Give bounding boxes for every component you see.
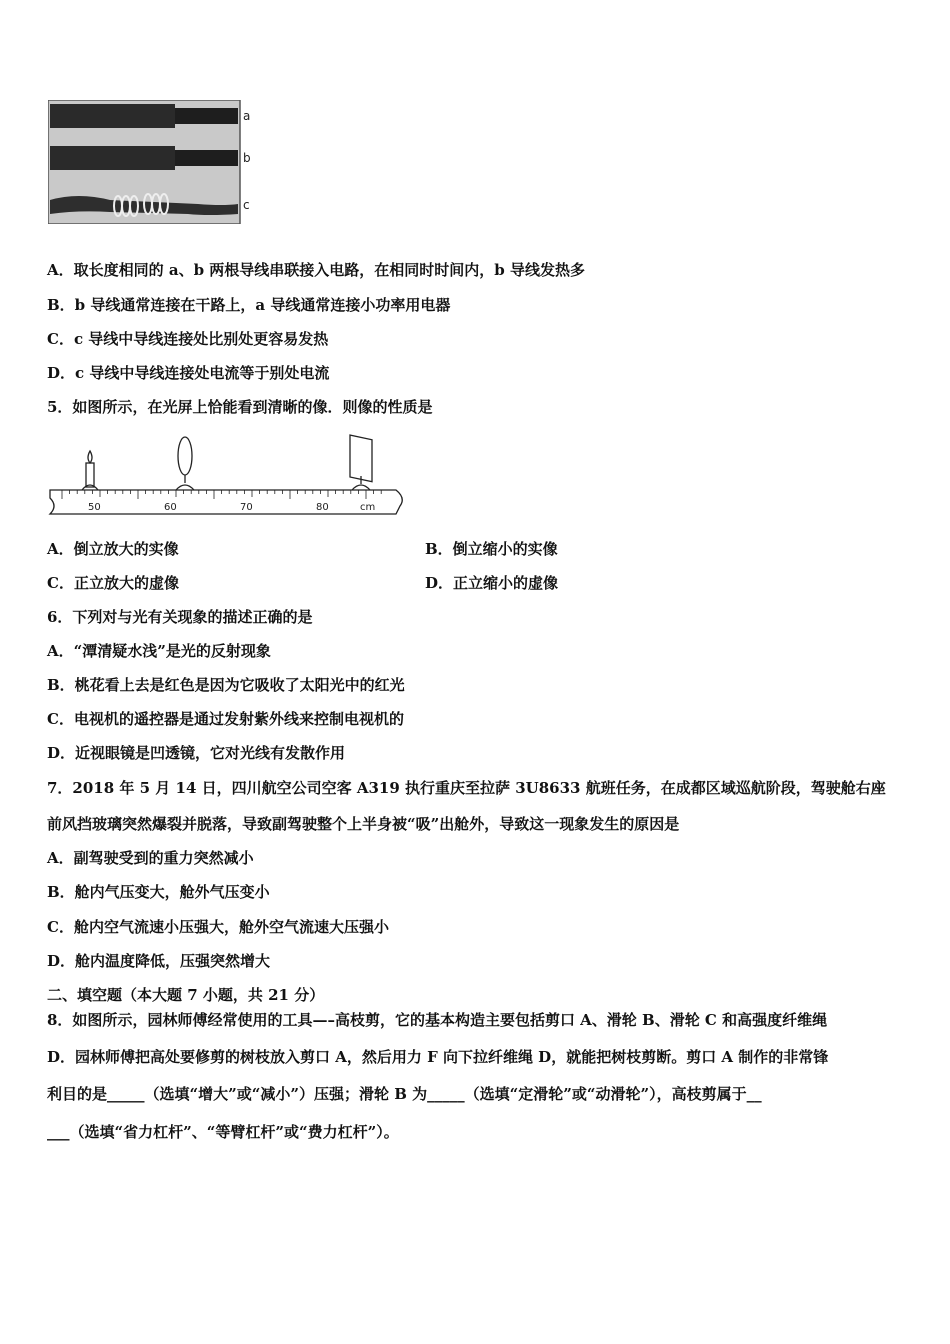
q5-option-c: C．正立放大的虚像 [47, 574, 179, 592]
q5-option-b: B．倒立缩小的实像 [425, 540, 558, 558]
section-2-title: 二、填空题（本大题 7 小题，共 21 分） [47, 986, 325, 1004]
q7-stem-line-1: 7．2018 年 5 月 14 日，四川航空公司空客 A319 执行重庆至拉萨 3U8633 航班任务，在成都区域巡航阶段，驾驶舱右座 [47, 779, 886, 797]
q5-stem: 5．如图所示，在光屏上恰能看到清晰的像．则像的性质是 [47, 398, 433, 416]
wire-photo [48, 100, 253, 224]
q8-line-3: 利目的是_____（选填“增大”或“减小”）压强；滑轮 B 为_____（选填“定滑轮”或“动滑轮”），高枝剪属于__ [47, 1085, 762, 1103]
q6-option-c: C．电视机的遥控器是通过发射紫外线来控制电视机的 [47, 710, 404, 728]
ruler-label-60: 60 [164, 502, 177, 513]
wire-label-a: a [243, 109, 251, 123]
q7-option-a: A．副驾驶受到的重力突然减小 [47, 849, 254, 867]
ruler-label-80: 80 [316, 502, 329, 513]
q8-line-2: D．园林师傅把高处要修剪的树枝放入剪口 A，然后用力 F 向下拉纤维绳 D，就能把树枝剪断。剪口 A 制作的非常锋 [47, 1048, 829, 1066]
wire-label-b: b [243, 151, 251, 165]
q6-option-a: A．“潭清疑水浅”是光的反射现象 [47, 642, 271, 660]
q8-line-1: 8．如图所示，园林师傅经常使用的工具—–高枝剪，它的基本构造主要包括剪口 A、滑轮 B、滑轮 C 和高强度纤维绳 [47, 1011, 828, 1029]
q8-line-4: ___（选填“省力杠杆”、“等臂杠杆”或“费力杠杆”）。 [47, 1123, 399, 1141]
ruler-label-cm: cm [360, 502, 376, 513]
q6-option-d: D．近视眼镜是凹透镜，它对光线有发散作用 [47, 744, 346, 762]
q6-option-b: B．桃花看上去是红色是因为它吸收了太阳光中的红光 [47, 676, 405, 694]
q7-stem-line-2: 前风挡玻璃突然爆裂并脱落，导致副驾驶整个上半身被“吸”出舱外，导致这一现象发生的原因是 [47, 815, 680, 833]
optical-bench-figure [44, 428, 410, 523]
q4-option-a: A．取长度相同的 a、b 两根导线串联接入电路，在相同时时间内，b 导线发热多 [47, 261, 586, 279]
ruler-label-50: 50 [88, 502, 101, 513]
q7-option-b: B．舱内气压变大，舱外气压变小 [47, 883, 270, 901]
q4-option-d: D．c 导线中导线连接处电流等于别处电流 [47, 364, 330, 382]
q5-options-row-2 [47, 573, 920, 593]
q7-option-d: D．舱内温度降低，压强突然增大 [47, 952, 271, 970]
ruler-label-70: 70 [240, 502, 253, 513]
q6-stem: 6．下列对与光有关现象的描述正确的是 [47, 608, 313, 626]
q5-options-row-1 [47, 539, 920, 559]
q4-option-c: C．c 导线中导线连接处比别处更容易发热 [47, 330, 329, 348]
q5-option-a: A．倒立放大的实像 [47, 540, 179, 558]
wire-label-c: c [243, 198, 250, 212]
q7-option-c: C．舱内空气流速小压强大，舱外空气流速大压强小 [47, 918, 389, 936]
q4-option-b: B．b 导线通常连接在干路上，a 导线通常连接小功率用电器 [47, 296, 451, 314]
q5-option-d: D．正立缩小的虚像 [425, 574, 559, 592]
